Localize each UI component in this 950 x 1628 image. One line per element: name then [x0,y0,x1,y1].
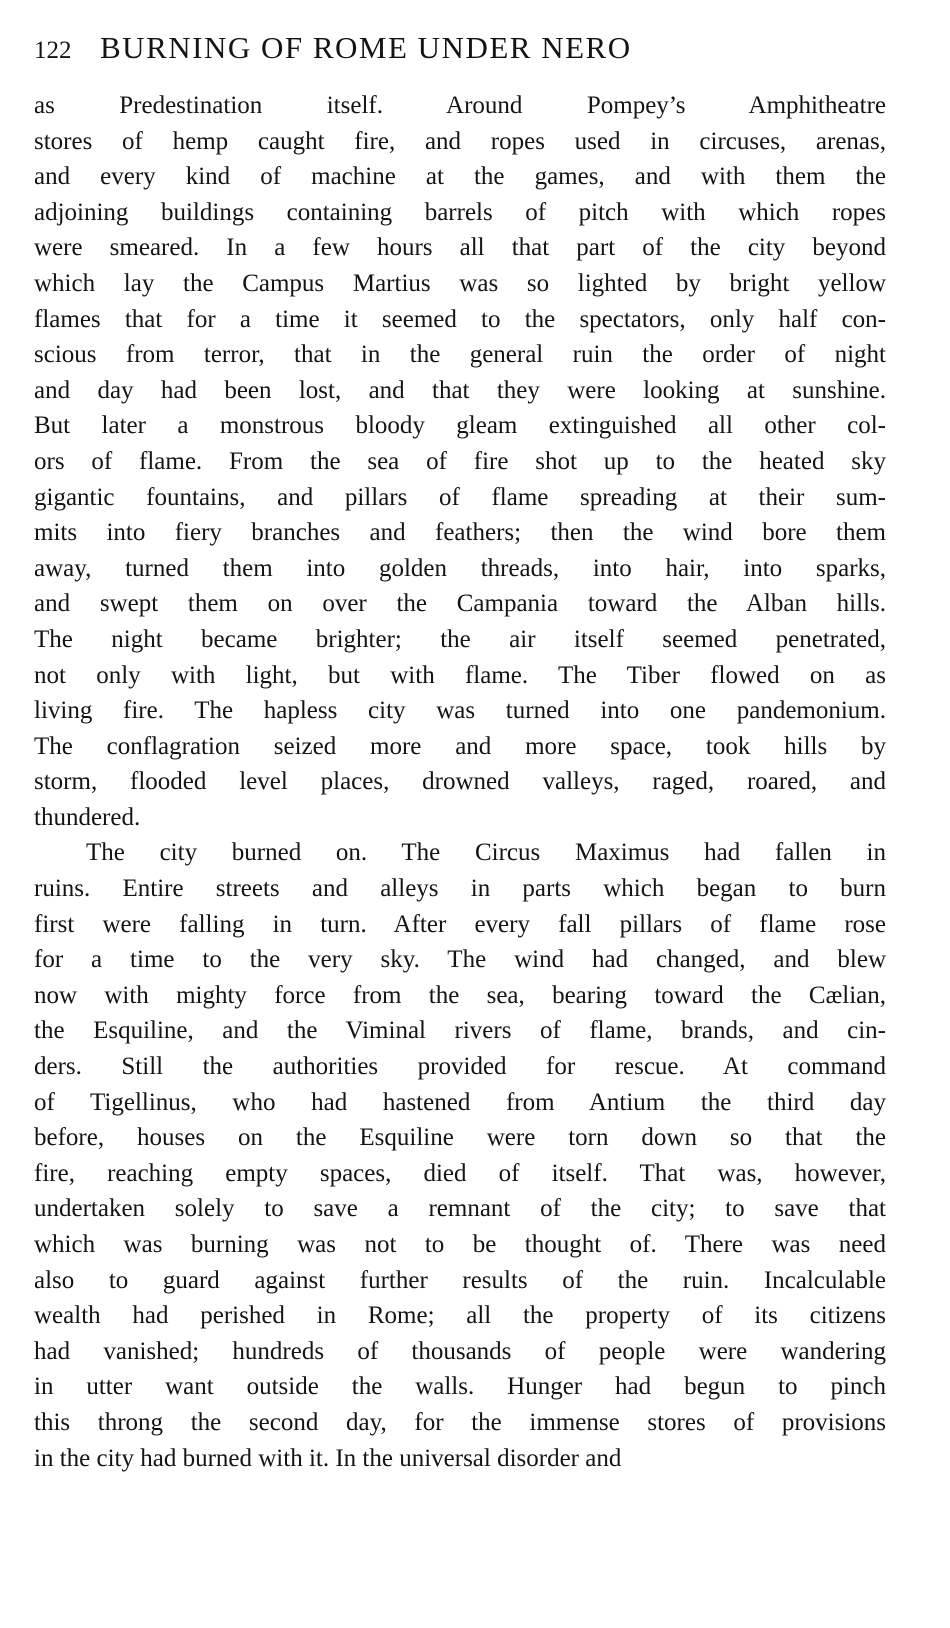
text-line: as Predestination itself. Around Pompey’s Amphitheatre [34,92,886,119]
text-line: undertaken solely to save a remnant of the city; to save that [34,1195,886,1223]
text-line: But later a monstrous bloody gleam extinguished all other col- [34,412,886,440]
text-line: flames that for a time it seemed to the spectators, only half con- [34,305,886,333]
text-line: The city burned on. The Circus Maximus had fallen in [86,839,886,867]
text-line: ders. Still the authorities provided for rescue. At command [34,1053,886,1081]
paragraph [34,835,886,1476]
text-line: of Tigellinus, who had hastened from Antium the third day [34,1088,886,1116]
paragraph [34,88,886,835]
text-line: first were falling in turn. After every fall pillars of flame rose [34,910,886,938]
text-line: fire, reaching empty spaces, died of itself. That was, however, [34,1159,886,1187]
text-line: The conflagration seized more and more space, took hills by [34,732,886,760]
text-line: and every kind of machine at the games, and with them the [34,163,886,191]
text-line: were smeared. In a few hours all that part of the city beyond [34,234,886,262]
text-line: not only with light, but with flame. The Tiber flowed on as [34,661,886,689]
running-head [34,28,814,68]
text-line: ruins. Entire streets and alleys in parts which began to burn [34,875,886,903]
text-line: stores of hemp caught fire, and ropes used in circuses, arenas, [34,127,886,155]
body-text [34,88,886,1476]
text-line: in the city had burned with it. In the universal disorder and [34,1444,622,1472]
text-line: also to guard against further results of the ruin. Incalculable [34,1266,886,1294]
text-line: storm, flooded level places, drowned valleys, raged, roared, and [34,768,886,796]
text-line: had vanished; hundreds of thousands of people were wandering [34,1337,886,1365]
text-line: mits into fiery branches and feathers; then the wind bore them [34,519,886,547]
running-title: BURNING OF ROME UNDER NERO [100,30,632,65]
text-line: adjoining buildings containing barrels of pitch with which ropes [34,198,886,226]
text-line: which was burning was not to be thought of. There was need [34,1231,886,1258]
text-line: The night became brighter; the air itself seemed penetrated, [34,625,886,653]
text-line: in utter want outside the walls. Hunger had begun to pinch [34,1373,886,1401]
text-line: the Esquiline, and the Viminal rivers of flame, brands, and cin- [34,1017,886,1045]
text-line: scious from terror, that in the general ruin the order of night [34,341,886,369]
text-line: and swept them on over the Campania toward the Alban hills. [34,590,886,618]
text-line: ors of flame. From the sea of fire shot up to the heated sky [34,447,886,475]
text-line: which lay the Campus Martius was so lighted by bright yellow [34,269,886,297]
text-line: and day had been lost, and that they were looking at sunshine. [34,376,886,404]
page-number: 122 [34,37,72,64]
text-line: for a time to the very sky. The wind had changed, and blew [34,946,886,974]
text-line: wealth had perished in Rome; all the property of its citizens [34,1302,886,1330]
text-line: thundered. [34,803,141,831]
text-line: now with mighty force from the sea, bearing toward the Cælian, [34,981,886,1009]
text-line: away, turned them into golden threads, into hair, into sparks, [34,554,886,582]
text-line: living fire. The hapless city was turned into one pandemonium. [34,697,886,725]
text-line: before, houses on the Esquiline were torn down so that the [34,1124,886,1152]
text-line: gigantic fountains, and pillars of flame spreading at their sum- [34,483,886,511]
text-line: this throng the second day, for the immense stores of provisions [34,1408,886,1436]
